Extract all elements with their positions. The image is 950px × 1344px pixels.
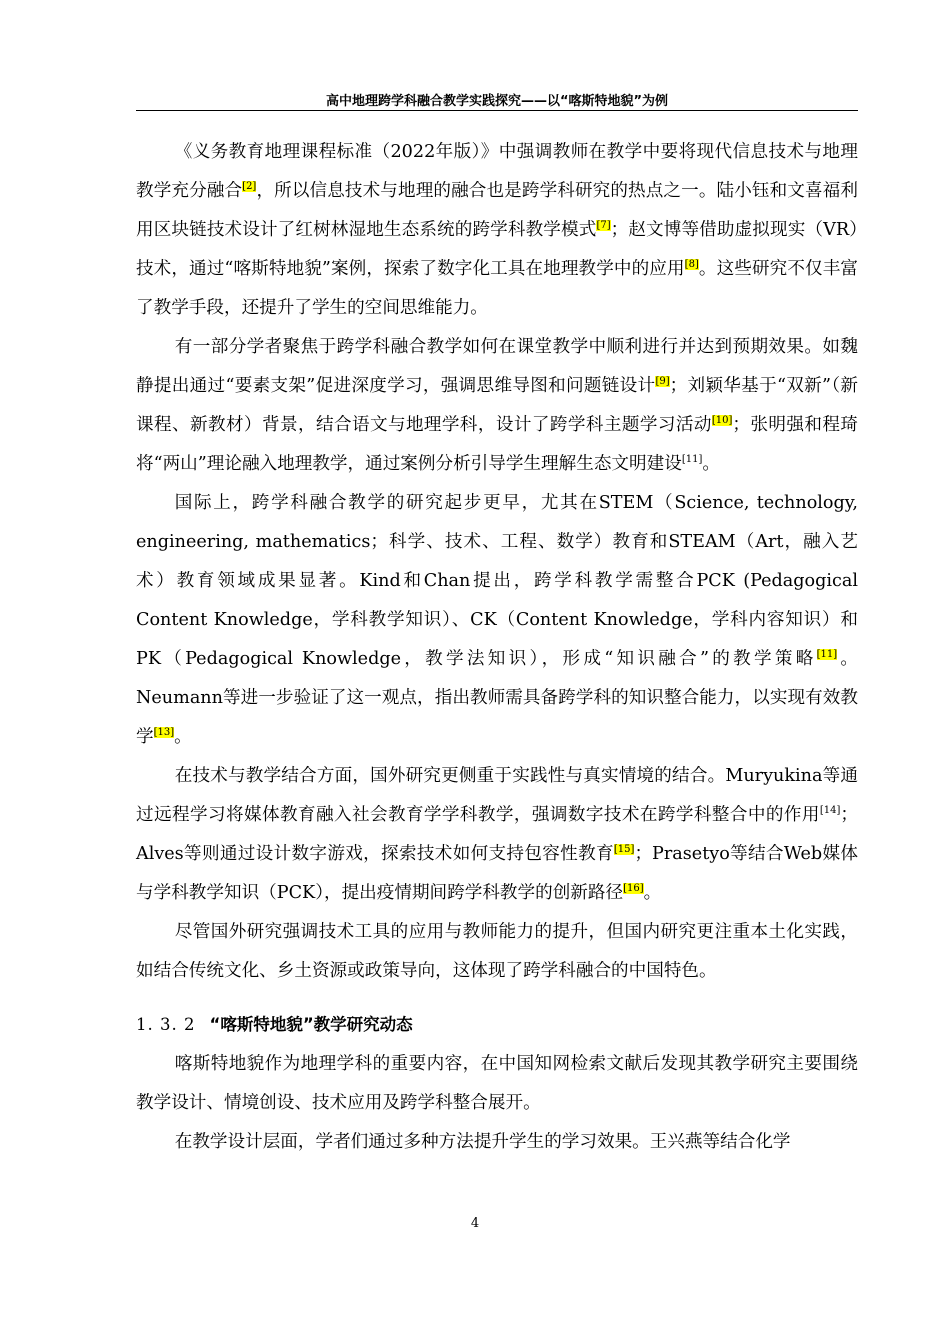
text-run: 在技术与教学结合方面，国外研究更侧重于实践性与真实情境的结合。Muryukina等通过远程学习将媒体教育融入社会教育学学科教学，强调数字技术在跨学科整合中的作用 [136, 766, 858, 825]
header-rule [136, 110, 858, 111]
paragraph-info-tech [136, 133, 858, 328]
paragraph-karst-intro: 喀斯特地貌作为地理学科的重要内容，在中国知网检索文献后发现其教学研究主要围绕教学设计、情境创设、技术应用及跨学科整合展开。 [136, 1054, 858, 1113]
running-header: 高中地理跨学科融合教学实践探究——以“喀斯特地貌”为例 [325, 94, 669, 109]
text-run: 有一部分学者聚焦于跨学科融合教学如何在课堂教学中顺利进行并达到预期效果。如魏静提出通过“要素支架”促进深度学习，强调思维导图和问题链设计 [136, 337, 858, 396]
text-run: 。 [643, 883, 662, 903]
paragraph-teaching-design: 在教学设计层面，学者们通过多种方法提升学生的学习效果。王兴燕等结合化学 [174, 1132, 791, 1152]
text-run: 国际上，跨学科融合教学的研究起步更早，尤其在STEM（Science, technology, engineering, mathematics；科学、技术、工程、数学）教育和STEAM（Art，融入艺术）教育领域成果显著。Kind和Chan提出，跨学科教学需整合PCK (Pedagogical Content Knowledge，学科教学知识）、CK（Content Knowledge，学科内容知识）和PK（Pedagogical Knowledge，教学法知识），形成“知识融合”的教学策略 [136, 493, 858, 669]
text-run: 。这些研究不仅丰富了教学手段，还提升了学生的空间思维能力。 [136, 259, 858, 318]
citation-14: [14] [819, 805, 841, 817]
citation-8: [8] [684, 259, 699, 271]
text-run: ；张明强和程琦将“两山”理论融入地理教学，通过案例分析引导学生理解生态文明建设 [136, 415, 858, 474]
text-run: ；Alves等则通过设计数字游戏，探索技术如何支持包容性教育 [136, 805, 858, 864]
section-number: 1. 3. 2 [136, 1015, 196, 1034]
text-run: 。 [702, 454, 720, 474]
text-run: 。Neumann等进一步验证了这一观点，指出教师需具备跨学科的知识整合能力，以实现有效教学 [136, 649, 858, 747]
citation-16: [16] [623, 883, 644, 895]
text-run: 。 [174, 727, 192, 747]
text-run: ；赵文博等借助虚拟现实（VR）技术，通过“喀斯特地貌”案例，探索了数字化工具在地理教学中的应用 [136, 220, 858, 279]
paragraph-summary: 尽管国外研究强调技术工具的应用与教师能力的提升，但国内研究更注重本土化实践，如结合传统文化、乡土资源或政策导向，这体现了跨学科融合的中国特色。 [136, 922, 858, 981]
text-run: 《义务教育地理课程标准（2022年版）》中强调教师在教学中要将现代信息技术与地理教学充分融合 [136, 142, 858, 201]
citation-11: [11] [681, 454, 703, 466]
text-run: ；Prasetyo等结合Web媒体与学科教学知识（PCK），提出疫情期间跨学科教学的创新路径 [136, 844, 859, 903]
citation-10: [10] [711, 415, 733, 427]
citation-7: [7] [596, 220, 611, 232]
citation-13: [13] [153, 727, 175, 739]
section-heading [136, 1011, 858, 1039]
paragraph-international [136, 484, 858, 757]
citation-11b: [11] [816, 649, 838, 661]
section-title: “喀斯特地貌”教学研究动态 [209, 1015, 413, 1034]
text-run: ，所以信息技术与地理的融合也是跨学科研究的热点之一。陆小钰和文喜福利用区块链技术设计了红树林湿地生态系统的跨学科教学模式 [136, 181, 858, 240]
citation-9: [9] [655, 376, 670, 388]
text-run: ；刘颖华基于“双新”（新课程、新教材）背景，结合语文与地理学科，设计了跨学科主题学习活动 [136, 376, 858, 435]
citation-2: [2] [242, 181, 257, 193]
page-number: 4 [470, 1216, 480, 1231]
paragraph-classroom [136, 328, 858, 484]
paragraph-tech-teaching [136, 757, 858, 913]
document-body [136, 133, 858, 1162]
citation-15: [15] [613, 844, 635, 856]
